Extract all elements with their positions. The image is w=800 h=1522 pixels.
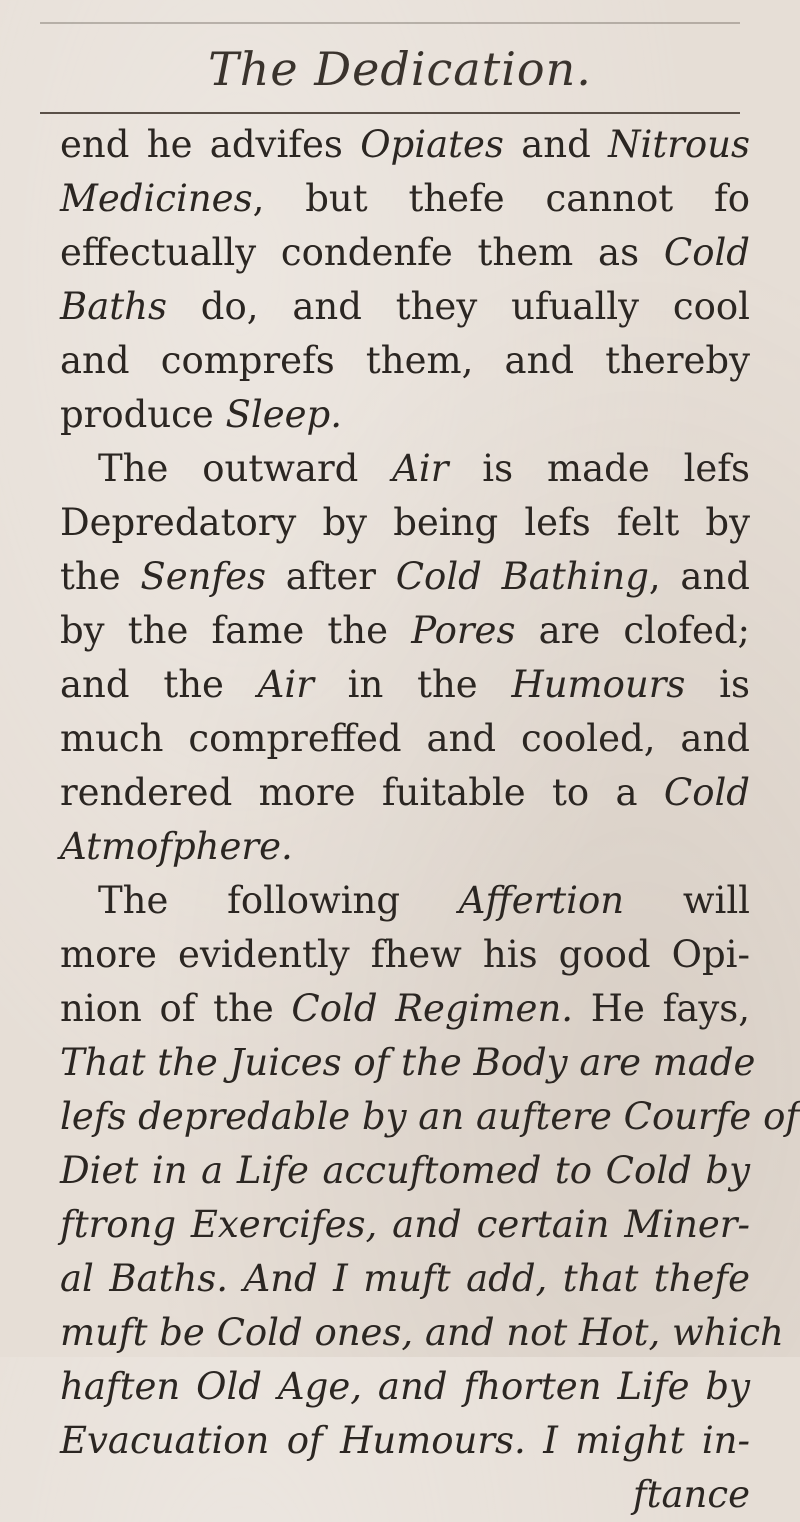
text-line [60,226,750,280]
italic-run: haften Old Age, and fhorten Life by [60,1365,750,1408]
roman-run: He fays, [573,987,750,1030]
italic-run: ftrong Exercifes, and certain Miner- [60,1203,750,1246]
header-rule-top [40,22,740,24]
running-head: The Dedication. [208,42,592,96]
italic-run: Senfes [140,555,267,598]
body-text [60,118,800,1522]
italic-run: Cold [663,231,750,274]
italic-run: I might in- [543,1419,750,1462]
roman-run: and [503,123,609,166]
text-line [60,658,750,712]
italic-run: lefs depredable by an auftere Courfe of [60,1095,800,1138]
italic-run: Sleep. [225,393,342,436]
text-line [60,928,750,982]
roman-run: in the [313,663,512,706]
italic-run: Baths [60,285,167,328]
italic-run: That the Juices of the Body are made [60,1041,756,1084]
italic-run: Nitrous [608,123,750,166]
italic-run: Affertion [458,879,625,922]
text-line [60,982,750,1036]
roman-run: rendered more fuitable to a [60,771,664,814]
roman-run: and comprefs them, and thereby [60,339,750,382]
text-line [60,1036,756,1090]
roman-run: the [60,555,141,598]
text-line [60,1414,750,1468]
catchword [60,1468,750,1522]
text-line [60,820,750,874]
italic-run: Atmofphere. [60,825,293,868]
italic-run: Cold Regimen. [291,987,574,1030]
roman-run: , but thefe cannot fo [252,177,750,220]
text-line [60,280,750,334]
text-line [60,550,750,604]
text-line [60,442,750,496]
italic-run: Diet in a Life accuftomed to Cold by [60,1149,750,1192]
text-line [60,766,750,820]
roman-run: Depredatory by being lefs felt by [60,501,750,544]
roman-run: after [266,555,396,598]
roman-run: produce [60,393,226,436]
italic-run: ftance [632,1473,750,1516]
roman-run: much compreffed and cooled, and [60,717,750,760]
italic-run: Evacuation of Humours. [60,1419,526,1462]
italic-run: al Baths. And I muft add, that thefe [60,1257,750,1300]
header-rule-bottom [40,112,740,114]
roman-run: , and [648,555,750,598]
italic-run: Cold [663,771,750,814]
italic-run: Opiates [360,123,504,166]
text-line [60,334,750,388]
text-line [60,118,750,172]
text-line [60,1198,750,1252]
roman-run: end he advifes [60,123,361,166]
italic-run: Air [392,447,449,490]
text-line [60,1360,750,1414]
text-line [60,712,750,766]
roman-run: is made lefs [448,447,750,490]
italic-run: Medicines [60,177,253,220]
roman-run: more evidently fhew his good Opi- [60,933,750,976]
roman-run: The outward [98,447,393,490]
italic-run: Pores [411,609,516,652]
roman-run: effectually condenfe them as [60,231,664,274]
text-line [60,496,750,550]
text-line [60,1306,784,1360]
roman-run: do, and they ufually cool [166,285,750,328]
roman-run: will [624,879,750,922]
roman-run: by the fame the [60,609,412,652]
text-line [60,604,750,658]
roman-run: The following [98,879,459,922]
roman-run [526,1419,543,1462]
text-line [60,388,750,442]
text-line [60,1144,750,1198]
text-line [60,874,750,928]
italic-run: Air [257,663,314,706]
text-line [60,172,750,226]
text-line [60,1090,800,1144]
text-line [60,1252,750,1306]
italic-run: Humours [511,663,686,706]
roman-run: is [685,663,750,706]
roman-run: are clofed; [515,609,750,652]
italic-run: Cold Bathing [395,555,649,598]
roman-run: nion of the [60,987,292,1030]
roman-run: and the [60,663,258,706]
italic-run: muft be Cold ones, and not Hot, which [60,1311,784,1354]
